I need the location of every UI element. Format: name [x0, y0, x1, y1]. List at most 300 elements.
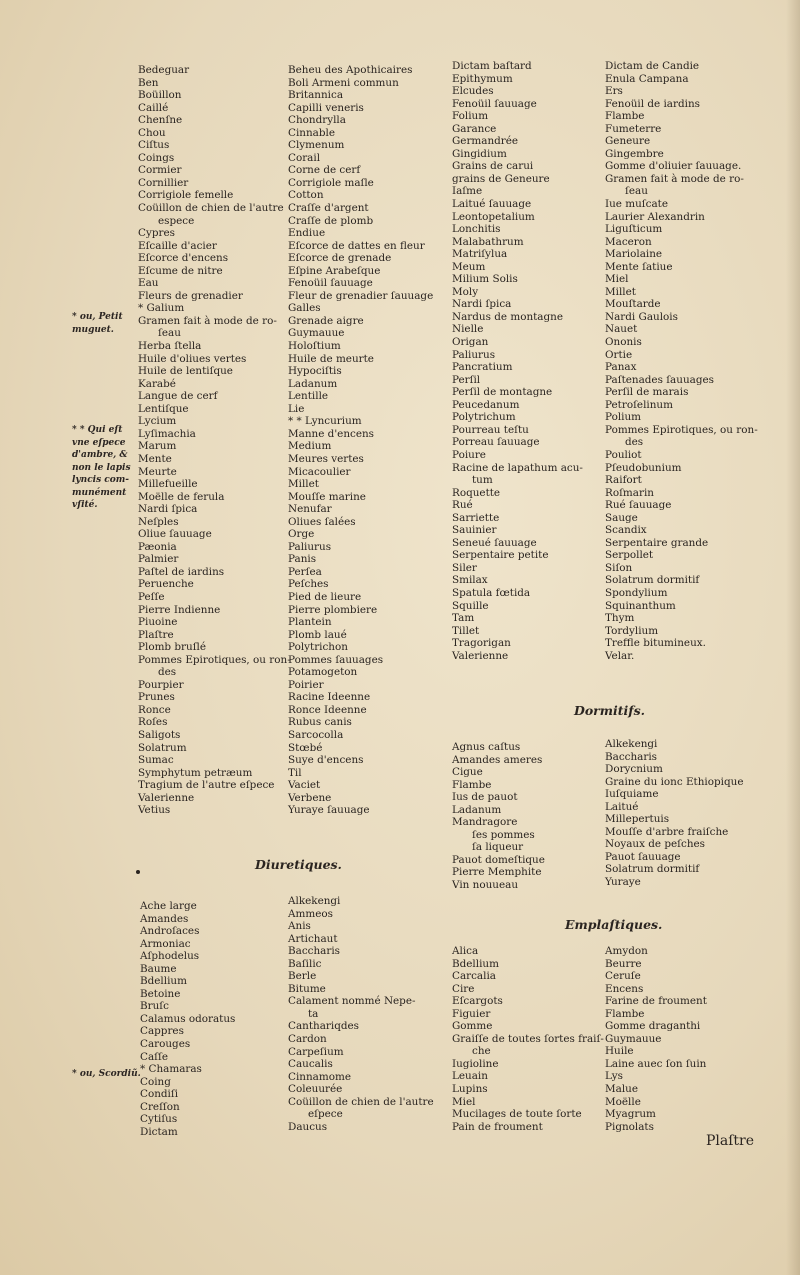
list-item: Guymauue: [605, 1032, 662, 1045]
list-item: Corrigiole femelle: [138, 189, 234, 202]
list-item: Dorycnium: [605, 763, 663, 776]
column-astringents-2: [288, 64, 433, 817]
list-item: Verbene: [288, 791, 332, 804]
list-item: Til: [288, 766, 302, 779]
list-item: Nielle: [452, 323, 484, 336]
list-item: Armoniac: [140, 937, 191, 950]
list-item: Ronce: [138, 703, 171, 716]
list-item: Lupins: [452, 1083, 488, 1096]
list-item: Marum: [138, 440, 177, 453]
list-item: Pommes Epirotiques, ou ron-: [138, 653, 291, 666]
list-item: Eſcorce de dattes en fleur: [288, 239, 425, 252]
list-item: Solatrum dormitif: [605, 574, 700, 587]
list-item: Lonchitis: [452, 223, 501, 236]
list-item: Manne d'encens: [288, 427, 375, 440]
list-item: Eſpine Arabeſque: [288, 264, 381, 277]
list-item: Alkekengi: [605, 738, 658, 750]
list-item: Micacoulier: [288, 465, 351, 478]
list-item: Symphytum petræum: [138, 766, 253, 779]
list-item: Amydon: [605, 945, 648, 957]
list-item: Miel: [452, 1095, 476, 1108]
list-item: Geneure: [605, 135, 651, 148]
list-item: Polytrichum: [452, 411, 516, 424]
list-item: Vin nouueau: [452, 879, 519, 892]
list-item: Caucalis: [288, 1058, 333, 1071]
list-item: Herba ſtella: [138, 340, 202, 353]
list-item: Neſples: [138, 515, 179, 528]
list-item: Mucilages de toute ſorte: [452, 1108, 582, 1121]
list-item: Karabé: [138, 377, 176, 390]
list-item: Iuſquiame: [605, 788, 659, 801]
list-item: Perſil de montagne: [452, 386, 553, 399]
list-item: Seneué ſauuage: [452, 536, 537, 549]
list-item: Miel: [605, 273, 629, 286]
list-item: Nenufar: [288, 503, 332, 516]
list-item: Huile de lentiſque: [138, 365, 233, 378]
list-item: Coüillon de chien de l'autre: [288, 1095, 434, 1108]
list-item: Cormier: [138, 164, 182, 177]
list-item: Solatrum dormitif: [605, 863, 700, 876]
list-item: Nardus de montagne: [452, 310, 563, 323]
list-item: Cardon: [288, 1033, 327, 1046]
list-item: Fenoüil ſauuage: [452, 97, 537, 110]
list-item: Flambe: [605, 110, 645, 123]
list-item: Serpollet: [605, 549, 654, 562]
list-item: Corne de cerf: [288, 164, 361, 177]
list-item: Prunes: [138, 691, 175, 704]
heading-dormitifs: Dormitifs.: [574, 703, 646, 718]
list-item: Bruſc: [140, 1000, 169, 1013]
column-dormitifs-2: [605, 738, 743, 889]
list-item: Graiſſe de toutes ſortes fraiſ-: [452, 1032, 604, 1045]
list-item: Malue: [605, 1083, 638, 1096]
margin-note-lyncurium: [72, 424, 131, 512]
column-diuretiques-3: [452, 60, 583, 662]
list-item: ſa liqueur: [472, 841, 524, 854]
margin-note-line: lyncis com-: [72, 475, 130, 485]
column-astringents-1: [138, 64, 291, 817]
list-item: Carcalia: [452, 970, 496, 983]
column-emplastiques-2: [605, 945, 707, 1133]
list-item: Mouſſe marine: [288, 490, 366, 503]
list-item: Squinanthum: [605, 599, 676, 612]
list-item: Smilax: [452, 574, 488, 587]
list-item: Perſil de marais: [605, 386, 689, 399]
list-item: Poirier: [288, 678, 324, 691]
list-item: Cinnable: [288, 126, 335, 139]
list-item: Flambe: [605, 1007, 645, 1020]
list-item: Ceruſe: [605, 970, 641, 983]
list-item: Valerienne: [138, 791, 195, 804]
list-item: Millepertuis: [605, 813, 670, 826]
list-item: Ononis: [605, 336, 642, 349]
list-item: Gramen fait à mode de ro-: [138, 314, 277, 327]
list-item: Stœbé: [288, 741, 323, 754]
list-item: Leuain: [452, 1070, 488, 1083]
list-item: Laitué: [605, 800, 639, 813]
list-item: Vetius: [138, 804, 171, 817]
list-item: Iugioline: [452, 1057, 499, 1070]
list-item: Pierre Indienne: [138, 603, 221, 616]
list-item: Chondrylla: [288, 114, 346, 127]
list-item: Fenoüil ſauuage: [288, 277, 373, 290]
list-item: Malabathrum: [452, 235, 524, 248]
list-item: Eſcaille d'acier: [138, 239, 217, 252]
list-item: che: [472, 1045, 491, 1058]
list-item: Anis: [288, 920, 311, 933]
list-item: Cappres: [140, 1025, 184, 1038]
list-item: Porreau ſauuage: [452, 436, 540, 449]
list-item: Paliurus: [288, 540, 332, 553]
list-item: eſpece: [308, 1108, 343, 1121]
list-item: Suye d'encens: [288, 754, 364, 767]
column-diuretiques-2: [288, 895, 434, 1133]
list-item: Ers: [605, 85, 623, 98]
list-item: Vaciet: [288, 779, 321, 792]
list-item: Rué: [452, 499, 473, 512]
list-item: Milium Solis: [452, 273, 518, 286]
list-item: Ladanum: [288, 377, 338, 390]
list-item: Moëlle de ferula: [138, 490, 225, 503]
list-item: * * Lyncurium: [288, 415, 362, 428]
list-item: des: [158, 666, 177, 679]
list-item: Fenoüil de iardins: [605, 97, 700, 110]
list-item: Nardi ſpica: [138, 503, 198, 516]
heading-diuretiques: Diuretiques.: [255, 857, 342, 872]
list-item: Coings: [138, 151, 175, 164]
list-item: Gingidium: [452, 147, 507, 160]
list-item: Gingembre: [605, 147, 664, 160]
list-item: Artichaut: [288, 932, 338, 945]
list-item: Baſilic: [288, 957, 322, 970]
list-item: Pommes ſauuages: [288, 653, 384, 666]
list-item: Baccharis: [605, 750, 657, 763]
list-item: Grains de carui: [452, 160, 534, 173]
list-item: Nardi ſpica: [452, 298, 512, 311]
list-item: Perſil: [452, 373, 481, 386]
list-item: Rué ſauuage: [605, 499, 672, 512]
list-item: Pauot domeſtique: [452, 853, 545, 866]
margin-note-line: * * Qui eſt: [72, 425, 123, 435]
list-item: Endiue: [288, 227, 326, 240]
list-item: Pommes Epirotiques, ou ron-: [605, 423, 758, 436]
list-item: Millet: [288, 478, 319, 491]
heading-emplastiques: Emplaſtiques.: [565, 917, 663, 932]
list-item: Myagrum: [605, 1108, 656, 1121]
list-item: Spondylium: [605, 586, 668, 599]
list-item: Cytiſus: [140, 1113, 178, 1126]
list-item: Ammeos: [288, 907, 333, 920]
margin-note-line: vſité.: [72, 500, 98, 510]
list-item: Garance: [452, 122, 497, 135]
list-item: Squille: [452, 599, 489, 612]
list-item: Lentille: [288, 390, 329, 403]
list-item: Thym: [605, 612, 635, 625]
list-item: Eſcume de nitre: [138, 264, 223, 277]
list-item: Calamus odoratus: [140, 1012, 236, 1025]
list-item: Spatula fœtida: [452, 586, 531, 599]
list-item: Sauinier: [452, 524, 497, 537]
list-item: Tragium de l'autre eſpece: [138, 779, 275, 792]
list-item: Carpeſium: [288, 1045, 344, 1058]
list-item: Bdellium: [452, 957, 499, 970]
list-item: Palmier: [138, 553, 179, 566]
list-item: Peruenche: [138, 578, 194, 591]
list-item: Lys: [605, 1070, 623, 1083]
list-item: Yuraye ſauuage: [288, 804, 370, 817]
catchword: Plaſtre: [706, 1133, 755, 1149]
list-item: * Galium: [138, 302, 185, 315]
list-item: Piuoine: [138, 616, 178, 629]
list-item: Saligots: [138, 728, 181, 741]
list-item: Poiure: [452, 448, 486, 461]
list-item: Gomme draganthi: [605, 1020, 701, 1033]
list-item: Ronce Ideenne: [288, 703, 367, 716]
list-item: Bedeguar: [138, 64, 190, 76]
list-item: Racine de lapathum acu-: [452, 461, 583, 474]
list-item: Gramen fait à mode de ro-: [605, 172, 744, 185]
list-item: Aſphodelus: [140, 950, 200, 963]
list-item: Millefueille: [138, 478, 198, 491]
list-item: Ladanum: [452, 803, 502, 816]
margin-note-chamaras: * ou, Scordiũ.: [72, 1069, 141, 1079]
list-item: Dictam: [140, 1125, 178, 1138]
list-item: Solatrum: [138, 741, 187, 754]
list-item: Coleuurée: [288, 1083, 343, 1096]
list-item: Betoine: [140, 987, 181, 1000]
list-item: Lyſimachia: [138, 427, 196, 440]
list-item: Roſes: [138, 716, 168, 729]
list-item: Medium: [288, 440, 332, 453]
list-item: Flambe: [452, 778, 492, 791]
list-item: Maceron: [605, 235, 652, 248]
list-item: Bdellium: [140, 975, 187, 988]
list-item: Ius de pauot: [452, 791, 518, 804]
list-item: Sarcocolla: [288, 728, 344, 741]
list-item: Pierre plombiere: [288, 603, 378, 616]
list-item: Iaſme: [452, 185, 483, 198]
list-item: * Chamaras: [140, 1063, 202, 1076]
list-item: Chou: [138, 126, 166, 139]
list-item: Nardi Gaulois: [605, 310, 678, 323]
list-item: Alkekengi: [288, 895, 341, 907]
list-item: Huile de meurte: [288, 352, 374, 365]
list-item: Oliue ſauuage: [138, 528, 212, 541]
list-item: Raifort: [605, 474, 642, 487]
margin-note-galium: * ou, Petit: [72, 312, 123, 322]
list-item: Calament nommé Nepe-: [288, 995, 416, 1008]
list-item: Pied de lieure: [288, 590, 362, 603]
list-item: Pain de froument: [452, 1120, 543, 1133]
list-item: Laurier Alexandrin: [605, 210, 705, 223]
list-item: ſeau: [625, 185, 648, 198]
list-item: Siſon: [605, 561, 633, 574]
list-item: Enula Campana: [605, 72, 689, 85]
list-item: Meum: [452, 260, 486, 273]
list-item: Origan: [452, 336, 489, 349]
list-item: Plaſtre: [138, 628, 174, 641]
list-item: Orge: [288, 528, 315, 541]
list-item: Meures vertes: [288, 452, 364, 465]
list-item: Berle: [288, 970, 317, 983]
list-item: Beurre: [605, 957, 642, 970]
margin-note-galium-2: muguet.: [72, 325, 114, 335]
list-item: Ortie: [605, 348, 633, 361]
page-edge-shadow: [786, 0, 800, 1275]
list-item: Canthariqdes: [288, 1020, 359, 1033]
list-item: Moly: [452, 285, 479, 298]
list-item: Amandes: [140, 912, 189, 925]
list-item: Corail: [288, 151, 321, 164]
list-item: Rubus canis: [288, 716, 352, 729]
list-item: Noyaux de peſches: [605, 838, 706, 851]
list-item: Caillé: [138, 101, 169, 114]
list-item: Capilli veneris: [288, 101, 364, 114]
list-item: Plomb bruſlé: [138, 641, 207, 654]
list-item: Grenade aigre: [288, 314, 364, 327]
list-item: Lycium: [138, 415, 177, 428]
list-item: Mente: [138, 452, 172, 465]
list-item: Beheu des Apothicaires: [288, 64, 413, 76]
list-item: Chenſne: [138, 114, 183, 127]
margin-note-line: vne eſpece: [72, 437, 126, 448]
list-item: Paliurus: [452, 348, 496, 361]
list-item: Langue de cerf: [138, 390, 218, 403]
list-item: ta: [308, 1007, 319, 1020]
list-item: Caſſe: [140, 1050, 168, 1063]
list-item: Coüillon de chien de l'autre: [138, 202, 284, 215]
list-item: Androſaces: [140, 925, 200, 938]
list-item: espece: [158, 214, 195, 227]
list-item: Folium: [452, 110, 489, 123]
list-item: Laitué ſauuage: [452, 198, 532, 211]
list-item: Condiſi: [140, 1088, 179, 1101]
list-item: Matriſylua: [452, 248, 508, 261]
list-item: Polium: [605, 411, 642, 424]
list-item: Ache large: [140, 900, 197, 912]
list-item: Bitume: [288, 982, 326, 995]
column-diuretiques-4: [605, 60, 758, 662]
list-item: Farine de froument: [605, 995, 707, 1008]
list-item: Daucus: [288, 1120, 328, 1133]
list-item: Iue muſcate: [605, 198, 668, 211]
list-item: Lie: [288, 402, 305, 415]
list-item: Coing: [140, 1075, 171, 1088]
list-item: Sumac: [138, 754, 174, 767]
list-item: Liguſticum: [605, 223, 663, 236]
list-item: Boüillon: [138, 89, 182, 102]
list-item: Tam: [452, 612, 475, 625]
list-item: Tragorigan: [452, 637, 511, 650]
list-item: Millet: [605, 285, 636, 298]
list-item: Serpentaire grande: [605, 536, 709, 549]
list-item: Leontopetalium: [452, 210, 535, 223]
list-item: Graine du ionc Ethiopique: [605, 775, 744, 788]
list-item: Pauot ſauuage: [605, 850, 681, 863]
list-item: Mouſſe d'arbre fraiſche: [605, 825, 729, 838]
list-item: Cigue: [452, 766, 483, 779]
list-item: des: [625, 436, 644, 449]
column-emplastiques-1: [452, 945, 604, 1133]
list-item: Hypociſtis: [288, 365, 342, 378]
list-item: Cinnamome: [288, 1070, 351, 1083]
list-item: Oliues ſalées: [288, 515, 356, 528]
list-item: Tillet: [452, 624, 480, 637]
list-item: Alica: [452, 945, 479, 957]
list-item: Perſea: [288, 565, 322, 578]
list-item: Ciſtus: [138, 139, 170, 152]
list-item: Gomme d'oliuier ſauuage.: [605, 160, 742, 173]
list-item: Gomme: [452, 1020, 493, 1033]
list-item: Pſeudobunium: [605, 461, 682, 474]
list-item: Polytrichon: [288, 641, 348, 654]
list-item: Mandragore: [452, 816, 518, 829]
list-item: grains de Geneure: [452, 172, 550, 185]
list-item: Roſmarin: [605, 486, 654, 499]
list-item: Encens: [605, 982, 644, 995]
list-item: Fumeterre: [605, 122, 662, 135]
list-item: Scandix: [605, 524, 647, 537]
list-item: Paſtenades ſauuages: [605, 373, 714, 386]
list-item: Cire: [452, 982, 475, 995]
margin-note-line: d'ambre, &: [72, 450, 128, 460]
list-item: Pancratium: [452, 361, 513, 374]
list-item: Pignolats: [605, 1120, 654, 1133]
margin-note-line: munément: [72, 487, 127, 498]
list-item: Sauge: [605, 511, 638, 524]
list-item: Eau: [138, 277, 159, 290]
ornament-dot: [136, 870, 140, 874]
list-item: Corrigiole maſle: [288, 176, 374, 189]
list-item: Fleurs de grenadier: [138, 289, 243, 302]
list-item: Elcudes: [452, 85, 494, 98]
list-item: Pierre Memphite: [452, 866, 542, 879]
list-item: Baume: [140, 962, 177, 975]
list-item: Siler: [452, 561, 477, 574]
list-item: Cornillier: [138, 176, 189, 189]
list-item: Plantein: [288, 616, 332, 629]
list-item: Peſſe: [138, 590, 165, 603]
column-diuretiques-1: [140, 900, 235, 1138]
list-item: Panax: [605, 361, 637, 374]
list-item: Petroſelinum: [605, 398, 673, 411]
list-item: Germandrée: [452, 135, 519, 148]
margin-note-line: non le lapis: [72, 462, 131, 473]
list-item: Guymauue: [288, 327, 345, 340]
list-item: Mente ſatiue: [605, 260, 673, 273]
list-item: ſeau: [158, 327, 181, 340]
list-item: Nauet: [605, 323, 638, 336]
list-item: Amandes ameres: [452, 753, 543, 766]
list-item: Eſcorce de grenade: [288, 252, 392, 265]
list-item: Eſcargots: [452, 995, 503, 1008]
list-item: Mariolaine: [605, 248, 663, 261]
list-item: Fleur de grenadier ſauuage: [288, 289, 434, 302]
list-item: Tordylium: [605, 624, 659, 637]
list-item: Pourreau teſtu: [452, 423, 529, 436]
list-item: Plomb laué: [288, 628, 347, 641]
list-item: Paſtel de iardins: [138, 565, 225, 578]
list-item: Holoſtium: [288, 340, 341, 353]
list-item: Creſſon: [140, 1100, 180, 1113]
list-item: Dictam de Candie: [605, 60, 700, 72]
list-item: Racine Ideenne: [288, 691, 371, 704]
list-item: Figuier: [452, 1007, 491, 1020]
list-item: Galles: [288, 302, 321, 315]
list-item: Lentiſque: [138, 402, 189, 415]
list-item: Velar.: [605, 649, 635, 662]
list-item: Treffle bitumineux.: [605, 637, 706, 650]
